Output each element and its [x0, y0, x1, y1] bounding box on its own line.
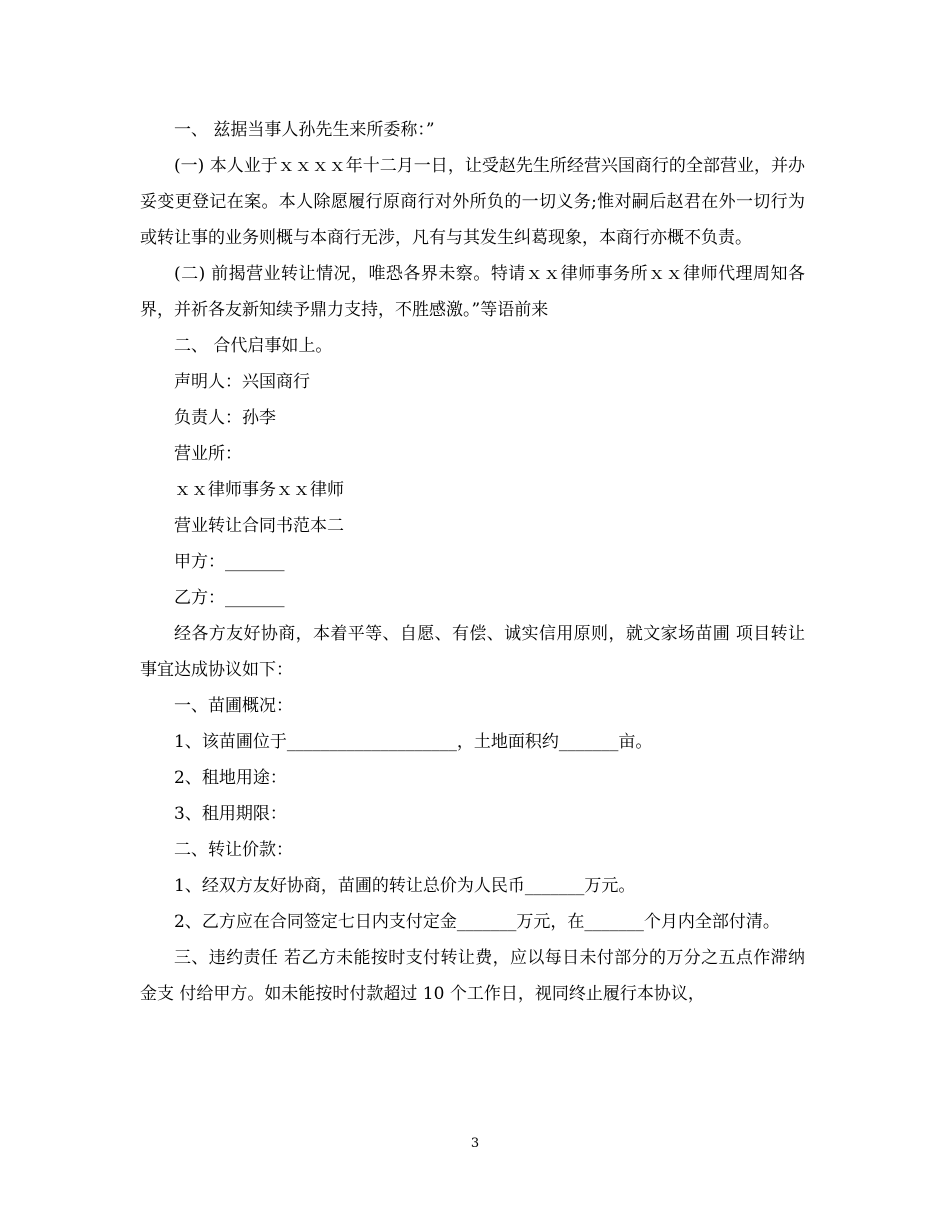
paragraph-3: (二) 前揭营业转让情况，唯恐各界未察。特请ｘｘ律师事务所ｘｘ律师代理周知各界，并祈各友新知续予鼎力支持，不胜感激。”等语前来 [140, 264, 805, 320]
responsible-person-line: 负责人：孙李 [174, 408, 276, 428]
law-firm-line: ｘｘ律师事务ｘｘ律师 [174, 480, 344, 500]
transfer-price-heading: 二、转让价款： [174, 840, 293, 860]
page-number: 3 [470, 1136, 480, 1151]
nursery-overview-heading: 一、苗圃概况： [174, 696, 293, 716]
agreement-intro: 经各方友好协商，本着平等、自愿、有偿、诚实信用原则，就文家场苗圃 项目转让事宜达成协议如下： [140, 624, 805, 680]
paragraph-4: 二、 合代启事如上。 [174, 336, 333, 356]
section-title: 营业转让合同书范本二 [174, 516, 344, 536]
payment-terms-line: 2、乙方应在合同签定七日内支付定金_______万元，在_______个月内全部付清。 [174, 912, 780, 932]
document-body [140, 112, 805, 1012]
declarant-line: 声明人：兴国商行 [174, 372, 310, 392]
lease-term-line: 3、租用期限： [174, 804, 287, 824]
business-office-line: 营业所： [174, 444, 242, 464]
party-b-line: 乙方：_______ [174, 588, 285, 608]
party-a-line: 甲方：_______ [174, 552, 285, 572]
paragraph-1: 一、 兹据当事人孙先生来所委称：” [174, 120, 435, 140]
nursery-location-line: 1、该苗圃位于____________________，土地面积约_______亩。 [174, 732, 653, 752]
breach-liability-line: 三、违约责任 若乙方未能按时支付转让费，应以每日未付部分的万分之五点作滞纳金支 付给甲方。如未能按时付款超过 10 个工作日，视同终止履行本协议， [140, 948, 805, 1004]
paragraph-2: (一) 本人业于ｘｘｘｘ年十二月一日，让受赵先生所经营兴国商行的全部营业，并办妥变更登记在案。本人除愿履行原商行对外所负的一切义务;惟对嗣后赵君在外一切行为或转让事的业务则概与本商行无涉，凡有与其发生纠葛现象，本商行亦概不负责。 [140, 156, 805, 248]
transfer-price-line: 1、经双方友好协商，苗圃的转让总价为人民币_______万元。 [174, 876, 636, 896]
land-use-line: 2、租地用途： [174, 768, 287, 788]
